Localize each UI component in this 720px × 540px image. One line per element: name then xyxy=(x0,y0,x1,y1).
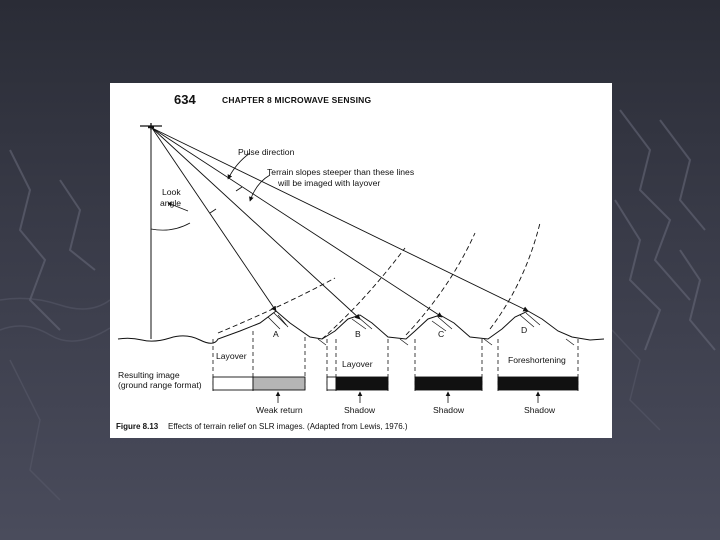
hill-label-d: D xyxy=(521,325,528,335)
layover-label-b: Layover xyxy=(342,359,373,369)
wavefront-arcs xyxy=(218,223,540,339)
look-angle-arc xyxy=(151,223,190,230)
shadow-label-b: Shadow xyxy=(344,405,376,415)
bottom-label-arrows xyxy=(278,392,538,403)
resulting-image-label-1: Resulting image xyxy=(118,370,180,380)
resulting-image-strip xyxy=(213,377,578,390)
figure-caption-label: Figure 8.13 xyxy=(116,422,159,431)
chapter-title: CHAPTER 8 MICROWAVE SENSING xyxy=(222,95,372,105)
steep-slopes-label-line1: Terrain slopes steeper than these lines xyxy=(267,167,415,177)
figure-image xyxy=(110,83,612,438)
foreshortening-label: Foreshortening xyxy=(508,355,566,365)
shadow-label-d: Shadow xyxy=(524,405,556,415)
pulse-direction-label: Pulse direction xyxy=(238,147,295,157)
look-angle-label-2: angle xyxy=(160,198,182,208)
shadow-label-c: Shadow xyxy=(433,405,465,415)
look-angle-label-1: Look xyxy=(162,187,181,197)
hill-label-b: B xyxy=(355,329,361,339)
hill-label-a: A xyxy=(273,329,279,339)
terrain-relief-diagram xyxy=(110,83,612,438)
layover-label-a: Layover xyxy=(216,351,247,361)
page-number: 634 xyxy=(174,92,196,107)
resulting-image-label-2: (ground range format) xyxy=(118,380,202,390)
radar-antenna-icon xyxy=(140,123,162,130)
figure-caption-text: Effects of terrain relief on SLR images. (Adapted from Lewis, 1976.) xyxy=(168,422,408,431)
hill-hatching xyxy=(268,313,574,345)
hill-label-c: C xyxy=(438,329,445,339)
weak-return-label: Weak return xyxy=(256,405,303,415)
pulse-rays xyxy=(152,128,528,319)
ground-surface xyxy=(118,311,604,343)
steep-slopes-label-line2: will be imaged with layover xyxy=(278,178,381,188)
